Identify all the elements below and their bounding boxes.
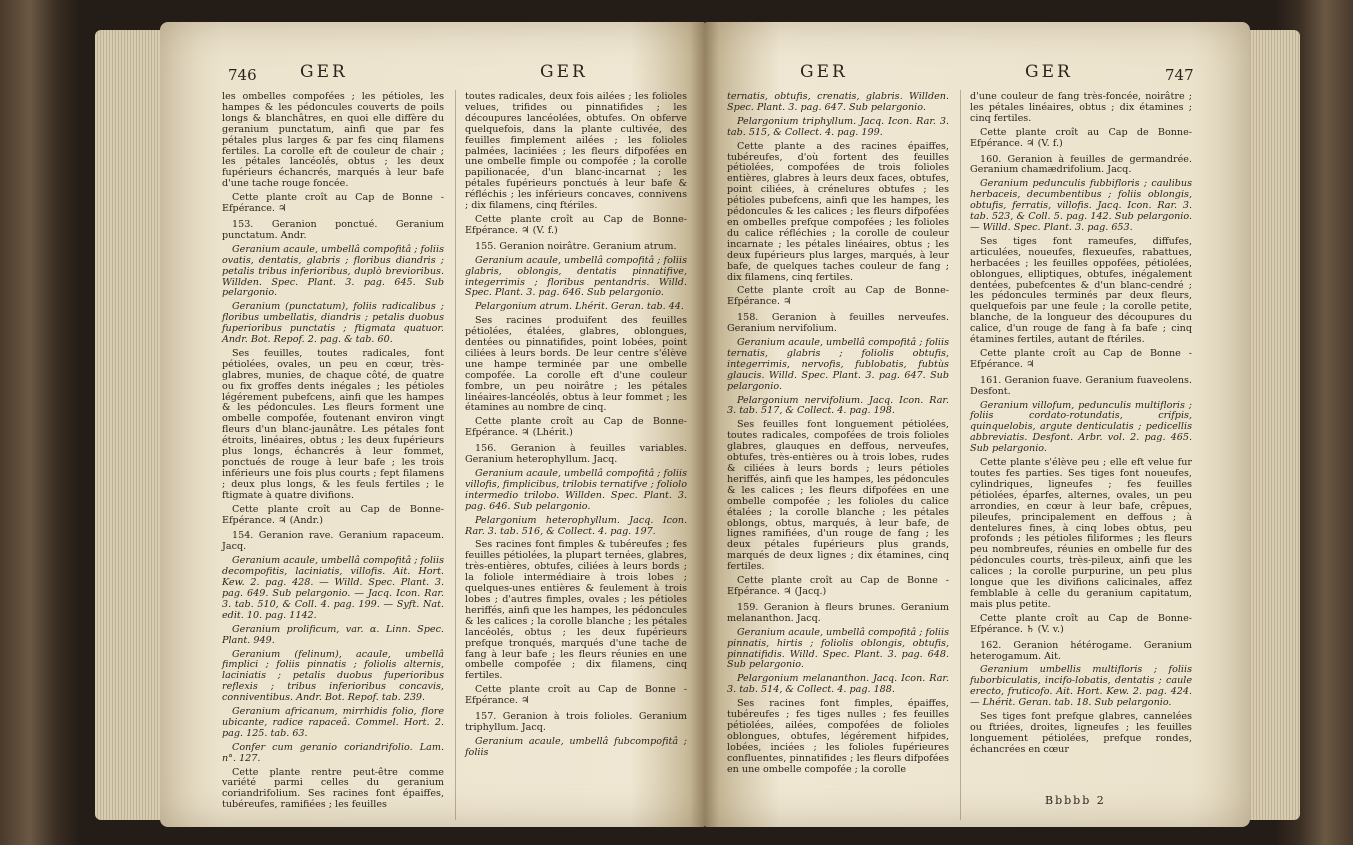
paragraph: Ses feuilles font longuement pétiolées, toutes radicales, compofées de trois folioles glabres, glauques en deffous, nerveufes, obtufes, très-entières ou à trois lobes, rudes & ciliées à leurs bords ; leurs pétioles heriffés, ainfi que les hampes, les pédoncules & les calices ; les fleurs difpofées en une ombelle compofée ; les folioles du calice étalées ; la corolle blanche ; les pétales oblongs, obtus, marqués, à leur bafe, de lignes ramifiées, d'un rouge de fang ; les deux pétales fupérieurs plus grands, marqués de deux lignes ; dix étamines, cinq fertiles. <box>727 419 949 573</box>
paragraph: Ses tiges font prefque glabres, cannelées ou ftriées, droites, ligneufes ; les feuilles longuement pétiolées, prefque rondes, échancrées en cœur <box>970 711 1192 755</box>
paragraph: Cette plante croît au Cap de Bonne-Efpérance. ♄ (V. v.) <box>970 612 1192 635</box>
entry-heading: 161. Geranion fuave. Geranium fuaveolens. Desfont. <box>970 374 1192 397</box>
latin-description: Geranium villofum, pedunculis multifloris ; foliis cordato-rotundatis, crifpis, quinquelobis, argute denticulatis ; pedicellis abbreviatis. Desfont. Arbr. vol. 2. pag. 465. Sub pelargonio. <box>970 399 1192 455</box>
paragraph: Cette plante croît au Cap de Bonne - Efpérance. ♃ <box>222 192 444 215</box>
paragraph: Cette plante rentre peut-être comme variété parmi celles du geranium coriandrifolium. Ses racines font épaiffes, tubéreufes, ramifiées ; les feuilles <box>222 766 444 811</box>
latin-description: Geranium acaule, umbellâ compofitâ ; foliis pinnatis, hirtis ; foliolis oblongis, obtufis, pinnatifidis. Willd. Spec. Plant. 3. pag. 648. Sub pelargonio. <box>727 626 949 671</box>
latin-description: Pelargonium heterophyllum. Jacq. Icon. Rar. 3. tab. 516, & Collect. 4. pag. 197. <box>465 514 687 537</box>
entry-heading: 155. Geranion noirâtre. Geranium atrum. <box>475 240 677 252</box>
paragraph: Cette plante croît au Cap de Bonne-Efpérance. ♃ <box>727 285 949 308</box>
running-head-left-2: GER <box>540 62 588 82</box>
paragraph: Ses tiges font rameufes, diffufes, articulées, noueufes, flexueufes, rabattues, herbacées ; les feuilles oppofées, pétiolées, oblongues, elliptiques, obtufes, inégalement dentées, pubefcentes & d'un blanc-cendré ; les pédoncules terminés par deux fleurs, quelquefois par une feule ; la corolle petite, blanche, de la longueur des découpures du calice, d'un rouge de fang à fa bafe ; cinq étamines fertiles, autant de ftériles. <box>970 235 1192 346</box>
right-column-1 <box>727 92 949 778</box>
entry-heading: 159. Geranion à fleurs brunes. Geranium melananthon. Jacq. <box>727 601 949 624</box>
latin-description: Pelargonium melananthon. Jacq. Icon. Rar. 3. tab. 514, & Collect. 4. pag. 188. <box>727 673 949 696</box>
page-number-left: 746 <box>228 66 257 84</box>
paragraph: Ses feuilles, toutes radicales, font pétiolées, ovales, un peu en cœur, très-glabres, munies, de chaque côté, de quatre ou fix groffes dents inégales ; les pétioles légérement pubefcens, ainfi que les hampes & les pédoncules. Les fleurs forment une ombelle compofée, foutenant environ vingt fleurs d'un blanc-jaunâtre. Les pétales font étroits, linéaires, obtus ; les deux fupérieurs plus longs, échancrés à leur fommet, ponctués de rouge à leur bafe ; les trois inférieurs une fois plus courts ; fept filamens ; deux plus longs, & les feuls fertiles ; le ftigmate à quatre divifions. <box>222 347 444 501</box>
left-page <box>160 22 705 827</box>
paragraph: Ses racines produifent des feuilles pétiolées, étalées, glabres, oblongues, dentées ou pinnatifides, point lobées, point ciliées à leurs bords. De leur centre s'élève une hampe terminée par une ombelle compofée. La corolle eft d'une couleur fombre, un peu noirâtre ; les pétales linéaires-lancéolés, obtus à leur fommet ; les étamines au nombre de cinq. <box>465 315 687 414</box>
paragraph: Ses racines font fimples & tubéreufes ; fes feuilles pétiolées, la plupart ternées, glabres, très-entières, obtufes, ciliées à leurs bords ; la foliole intermédiaire à trois lobes ; quelques-unes entières & feulement à trois lobes ; d'autres fimples, ovales ; les pétioles heriffés, ainfi que les hampes, les pédoncules & les calices ; la corolle blanche ; les pétales lancéolés, obtus ; les deux fupérieurs prefque tronqués, marqués d'une tache de fang à leur bafe ; les fleurs réunies en une ombelle compofée ; dix filamens, cinq fertiles. <box>465 539 687 682</box>
latin-description: Geranium acaule, umbellâ compofitâ ; foliis villofis, fimplicibus, trilobis ternatifve ; foliolo intermedio trilobo. Willden. Spec. Plant. 3. pag. 646. Sub pelargonio. <box>465 468 687 512</box>
running-head-right-1: GER <box>800 62 848 82</box>
latin-description: Geranium (felinum), acaule, umbellâ fimplici ; foliis pinnatis ; foliolis alternis, laciniatis ; petalis duobus fuperioribus reflexis ; tribus inferioribus concavis, conniventibus. Andr. Bot. Repof. tab. 239. <box>222 648 444 704</box>
entry-heading: 157. Geranion à trois folioles. Geranium triphyllum. Jacq. <box>465 711 687 733</box>
paragraph: Cette plante croît au Cap de Bonne-Efpérance. ♃ (Andr.) <box>222 503 444 526</box>
left-column-2 <box>465 92 687 762</box>
left-page-edges <box>95 30 160 820</box>
entry-heading: 154. Geranion rave. Geranium rapaceum. Jacq. <box>222 530 444 553</box>
latin-description: ternatis, obtufis, crenatis, glabris. Willden. Spec. Plant. 3. pag. 647. Sub pelargonio. <box>727 91 949 113</box>
column-rule-right <box>960 90 961 820</box>
paragraph: Ses racines font fimples, épaiffes, tubéreufes ; fes tiges nulles ; fes feuilles pétiolées, ailées, compofées de folioles oblongues, obtufes, légérement hifpides, lobées, inciées ; les folioles fupérieures confluentes, pinnatifides ; les fleurs difpofées en une ombelle compofée ; la corolle <box>727 698 949 775</box>
entry-heading: 153. Geranion ponctué. Geranium punctatum. Andr. <box>222 218 444 241</box>
latin-description: Geranium acaule, umbellâ compofitâ ; foliis ternatis, glabris ; foliolis obtufis, integerrimis, nervofis, fublobatis, fubtùs glaucis. Willd. Spec. Plant. 3. pag. 647. Sub pelargonio. <box>727 337 949 392</box>
page-number-right: 747 <box>1165 66 1194 84</box>
running-head-left-1: GER <box>300 62 348 82</box>
paragraph: Cette plante croît au Cap de Bonne-Efpérance. ♃ (Lhérit.) <box>465 416 687 439</box>
paragraph: Cette plante croît au Cap de Bonne - Efpérance. ♃ <box>465 684 687 707</box>
latin-description: Pelargonium triphyllum. Jacq. Icon. Rar. 3. tab. 515, & Collect. 4. pag. 199. <box>727 115 949 138</box>
right-page-edges <box>1250 30 1300 820</box>
entry-heading: 156. Geranion à feuilles variables. Geranium heterophyllum. Jacq. <box>465 443 687 466</box>
latin-description: Confer cum geranio coriandrifolio. Lam. n°. 127. <box>222 741 444 764</box>
latin-description: Pelargonium nervifolium. Jacq. Icon. Rar. 3. tab. 517, & Collect. 4. pag. 198. <box>727 394 949 417</box>
paragraph: Cette plante a des racines épaiffes, tubéreufes, d'où fortent des feuilles pétiolées, compofées de trois folioles entières, glabres à leurs deux faces, obtufes, point ciliées, à crénelures obtufes ; les pétioles pubefcens, ainfi que les hampes, les pédoncules & les calices ; les fleurs difpofées en ombelles prefque compofées ; les folioles du calice réfléchies ; la corolle de couleur incarnate ; les pétales linéaires, obtus ; les deux fupérieurs plus larges, marqués, à leur bafe, de quelques taches couleur de fang ; dix filamens, cinq fertiles. <box>727 140 949 283</box>
signature-mark: Bbbbb 2 <box>1045 794 1106 807</box>
left-column-1 <box>222 92 444 814</box>
paragraph: Cette plante croît au Cap de Bonne-Efpérance. ♃ (V. f.) <box>465 213 687 236</box>
paragraph: Cette plante croît au Cap de Bonne - Efpérance. ♃ <box>970 347 1192 370</box>
latin-description: Pelargonium atrum. Lhérit. Geran. tab. 44. <box>475 301 684 313</box>
latin-description: Geranium (punctatum), foliis radicalibus ; floribus umbellatis, diandris ; petalis duobus fuperioribus punctatis ; ftigmata quatuor. Andr. Bot. Repof. 2. pag. & tab. 60. <box>222 301 444 346</box>
latin-description: Geranium prolificum, var. α. Linn. Spec. Plant. 949. <box>222 623 444 646</box>
latin-description: Geranium pedunculis fubbifloris ; caulibus herbaceis, decumbentibus ; foliis oblongis, obtufis, ferratis, villofis. Jacq. Icon. Rar. 3. tab. 523, & Coll. 5. pag. 142. Sub pelargonio. — Willd. Spec. Plant. 3. pag. 653. <box>970 178 1192 233</box>
paragraph: Cette plante croît au Cap de Bonne-Efpérance. ♃ (V. f.) <box>970 126 1192 149</box>
entry-heading: 160. Geranion à feuilles de germandrée. Geranium chamædrifolium. Jacq. <box>970 153 1192 176</box>
latin-description: Geranium acaule, umbellâ compofitâ ; foliis ovatis, dentatis, glabris ; floribus diandris ; petalis tribus inferioribus, duplò brevioribus. Willden. Spec. Plant. 3. pag. 645. Sub pelargonio. <box>222 243 444 299</box>
column-rule-left <box>455 90 456 820</box>
paragraph: d'une couleur de fang très-foncée, noirâtre ; les pétales linéaires, obtus ; dix étamines ; cinq fertiles. <box>970 91 1192 124</box>
latin-description: Geranium umbellis multifloris ; foliis fuborbiculatis, incifo-lobatis, dentatis ; caule erecto, fruticofo. Ait. Hort. Kew. 2. pag. 424. — Lhérit. Geran. tab. 18. Sub pelargonio. <box>970 664 1192 709</box>
latin-description: Geranium africanum, mirrhidis folio, flore ubicante, radice rapaceâ. Commel. Hort. 2. pag. 125. tab. 63. <box>222 706 444 739</box>
entry-heading: 158. Geranion à feuilles nerveufes. Geranium nervifolium. <box>727 312 949 335</box>
latin-description: Geranium acaule, umbellâ compofitâ ; foliis decompofitis, laciniatis, villofis. Ait. Hort. Kew. 2. pag. 428. — Willd. Spec. Plant. 3. pag. 649. Sub pelargonio. — Jacq. Icon. Rar. 3. tab. 510, & Coll. 4. pag. 199. — Syft. Nat. edit. 10. pag. 1142. <box>222 555 444 621</box>
paragraph: Cette plante s'élève peu ; elle eft velue fur toutes fes parties. Ses tiges font noueufes, cylindriques, ligneufes ; fes feuilles pétiolées, éparfes, alternes, ovales, un peu arrondies, en cœur à leur bafe, crêpues, pileufes, principalement en deffous ; à dentelures fines, à cinq lobes obtus, peu profonds ; les pétioles filiformes ; les fleurs peu nombreufes, réunies en ombelle fur des pédoncules courts, très-pileux, ainfi que les calices ; la corolle purpurine, un peu plus longue que les divifions calicinales, affez femblable à celle du geranium capitatum, mais plus petite. <box>970 457 1192 610</box>
running-head-right-2: GER <box>1025 62 1073 82</box>
paragraph: Cette plante croît au Cap de Bonne - Efpérance. ♃ (Jacq.) <box>727 575 949 597</box>
right-page <box>705 22 1250 827</box>
right-column-2 <box>970 92 1192 759</box>
paragraph: toutes radicales, deux fois ailées ; les folioles velues, trifides ou pinnatifides ; les découpures lancéolées, obtufes. On obferve quelquefois, dans la plante cultivée, des feuilles fimplement ailées ; les folioles palmées, laciniées ; les fleurs difpofées en une ombelle fimple ou compofée ; la corolle papilionacée, d'un blanc-incarnat ; les pétales fupérieurs ponctués à leur bafe & réfléchis ; les inférieurs concaves, connivens ; dix filamens, cinq ftériles. <box>465 91 687 212</box>
latin-description: Geranium acaule, umbellâ compofitâ ; foliis glabris, oblongis, dentatis pinnatifive, integerrimis ; floribus pentandris. Willd. Spec. Plant. 3. pag. 646. Sub pelargonio. <box>465 254 687 299</box>
latin-description: Geranium acaule, umbellâ fubcompofitâ ; foliis <box>465 735 687 758</box>
entry-heading: 162. Geranion hétérogame. Geranium heterogamum. Ait. <box>970 639 1192 662</box>
paragraph: les ombelles compofées ; les pétioles, les hampes & les pédoncules couverts de poils longs & blanchâtres, en quoi elle diffère du geranium punctatum, ainfi que par fes pétales plus larges & par fes cinq filamens fertiles. La corolle eft de couleur de chair ; les pétales lancéolés, obtus ; les deux fupérieurs échancrés, marqués à leur bafe d'une tache rouge foncée. <box>222 91 444 190</box>
